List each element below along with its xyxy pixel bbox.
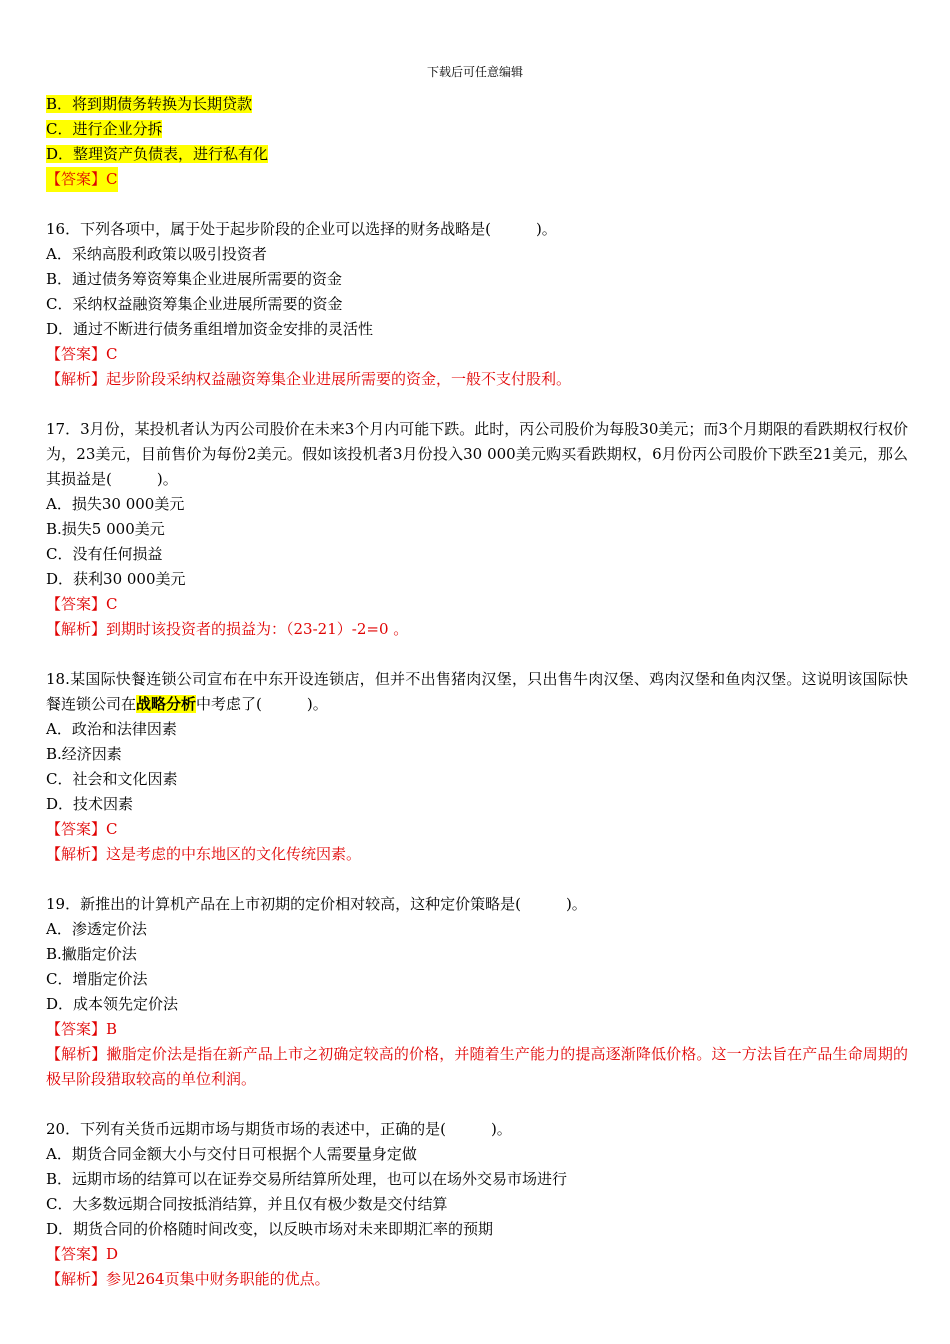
option-b: B.撇脂定价法 <box>46 945 137 963</box>
option-d: D．获利30 000美元 <box>46 570 186 588</box>
answer-tag: 【答案】 <box>46 595 107 613</box>
option-b: B．将到期债务转换为长期贷款 <box>46 95 253 113</box>
answer-value: B <box>106 1020 118 1038</box>
option-a: A．期货合同金额大小与交付日可根据个人需要量身定做 <box>46 1145 417 1163</box>
answer-value: C <box>106 345 118 363</box>
answer-line <box>46 1017 908 1042</box>
analysis-line <box>46 842 908 867</box>
option-d: D．通过不断进行债务重组增加资金安排的灵活性 <box>46 320 374 338</box>
analysis-tag: 【解析】 <box>46 845 107 863</box>
option-a: A．采纳高股利政策以吸引投资者 <box>46 245 267 263</box>
option-c: C．大多数远期合同按抵消结算，并且仅有极少数是交付结算 <box>46 1195 448 1213</box>
option-b: B.经济因素 <box>46 745 122 763</box>
answer-line <box>46 1242 908 1267</box>
answer-value: C <box>106 170 118 188</box>
analysis-tag: 【解析】 <box>46 1270 107 1288</box>
option-b: B．通过债务筹资筹集企业进展所需要的资金 <box>46 270 343 288</box>
analysis-tag: 【解析】 <box>46 1045 107 1063</box>
answer-value: C <box>106 820 118 838</box>
option-c: C．采纳权益融资筹集企业进展所需要的资金 <box>46 295 343 313</box>
question-stem: 18.某国际快餐连锁公司宣布在中东开设连锁店，但并不出售猪肉汉堡，只出售牛肉汉堡、鸡肉汉堡和鱼肉汉堡。这说明该国际快餐连锁公司在战略分析中考虑了( )。 <box>46 670 908 713</box>
answer-value: D <box>106 1245 119 1263</box>
page-header: 下载后可任意编辑 <box>426 65 523 79</box>
question-stem: 16．下列各项中，属于处于起步阶段的企业可以选择的财务战略是( )。 <box>46 220 557 238</box>
analysis-text: 到期时该投资者的损益为：（23-21）-2=0 。 <box>106 620 409 638</box>
option-a: A．政治和法律因素 <box>46 720 177 738</box>
option-b: B．远期市场的结算可以在证券交易所结算所处理，也可以在场外交易市场进行 <box>46 1170 568 1188</box>
document-content <box>46 92 908 1292</box>
question-stem: 19．新推出的计算机产品在上市初期的定价相对较高，这种定价策略是( )。 <box>46 895 587 913</box>
analysis-line <box>46 1267 908 1292</box>
option-b: B.损失5 000美元 <box>46 520 165 538</box>
answer-line <box>46 167 118 192</box>
analysis-line <box>46 367 908 392</box>
option-d: D．成本领先定价法 <box>46 995 179 1013</box>
analysis-line <box>46 1042 908 1092</box>
answer-tag: 【答案】 <box>46 345 107 363</box>
answer-line <box>46 592 908 617</box>
option-c: C．社会和文化因素 <box>46 770 178 788</box>
option-d: D．技术因素 <box>46 795 134 813</box>
answer-line <box>46 817 908 842</box>
option-d: D．期货合同的价格随时间改变，以反映市场对未来即期汇率的预期 <box>46 1220 494 1238</box>
highlighted-term: 战略分析 <box>136 695 197 713</box>
option-c: C．增脂定价法 <box>46 970 148 988</box>
analysis-tag: 【解析】 <box>46 620 107 638</box>
analysis-line <box>46 617 908 642</box>
answer-tag: 【答案】 <box>46 820 107 838</box>
option-c: C．没有任何损益 <box>46 545 163 563</box>
option-a: A．渗透定价法 <box>46 920 147 938</box>
answer-value: C <box>106 595 118 613</box>
option-a: A．损失30 000美元 <box>46 495 185 513</box>
question-stem: 20．下列有关货币远期市场与期货市场的表述中，正确的是( )。 <box>46 1120 512 1138</box>
analysis-text: 起步阶段采纳权益融资筹集企业进展所需要的资金，一般不支付股利。 <box>106 370 572 388</box>
answer-tag: 【答案】 <box>46 170 107 188</box>
analysis-text: 参见264页集中财务职能的优点。 <box>106 1270 330 1288</box>
option-d: D．整理资产负债表，进行私有化 <box>46 145 269 163</box>
question-stem: 17．3月份，某投机者认为丙公司股价在未来3个月内可能下跌。此时，丙公司股价为每股30美元；而3个月期限的看跌期权行权价为，23美元，目前售价为每份2美元。假如该投机者3月份投入30 000美元购买看跌期权，6月份丙公司股价下跌至21美元，那么其损益是( )。 <box>46 420 908 488</box>
answer-line <box>46 342 908 367</box>
option-c: C．进行企业分拆 <box>46 120 163 138</box>
answer-tag: 【答案】 <box>46 1020 107 1038</box>
answer-tag: 【答案】 <box>46 1245 107 1263</box>
analysis-text: 撇脂定价法是指在新产品上市之初确定较高的价格，并随着生产能力的提高逐渐降低价格。这一方法旨在产品生命周期的极早阶段猎取较高的单位利润。 <box>46 1045 908 1088</box>
analysis-text: 这是考虑的中东地区的文化传统因素。 <box>106 845 362 863</box>
analysis-tag: 【解析】 <box>46 370 107 388</box>
